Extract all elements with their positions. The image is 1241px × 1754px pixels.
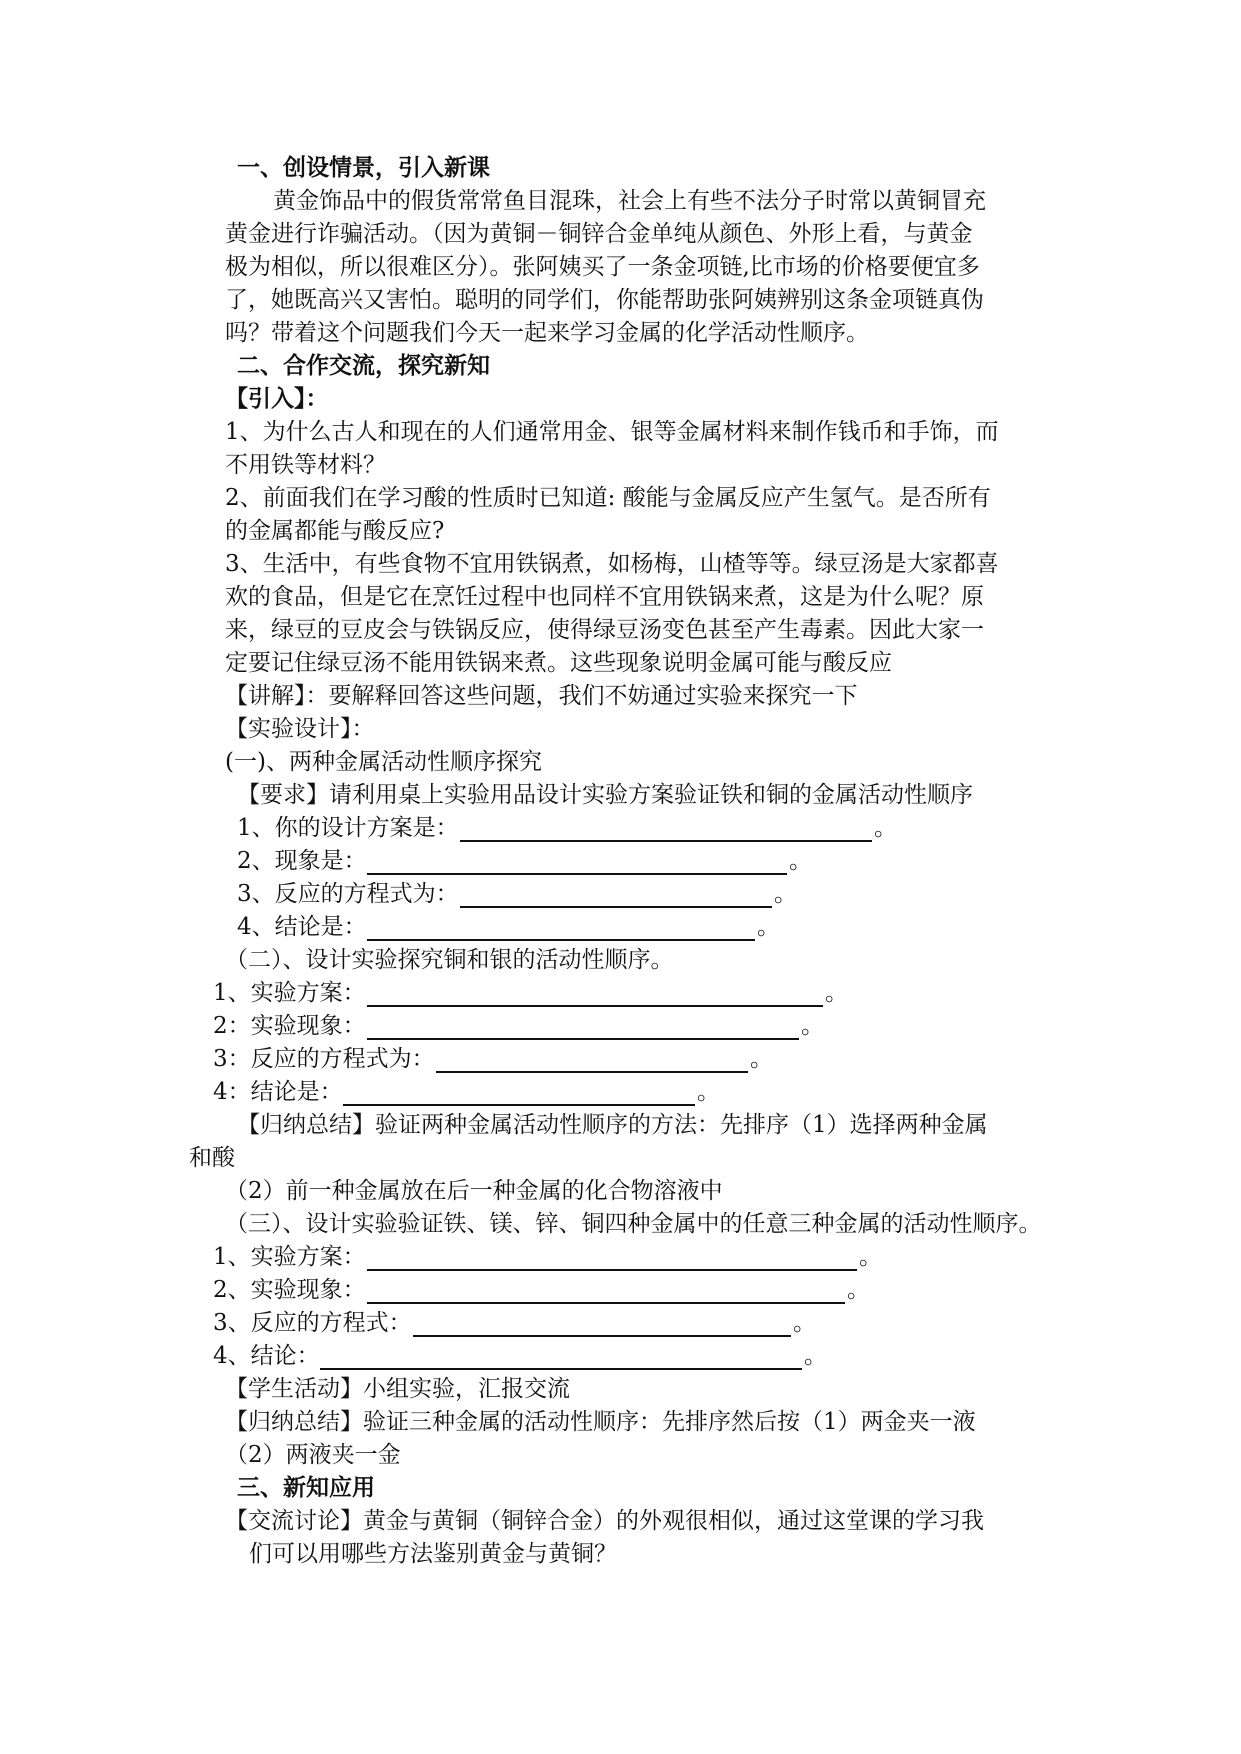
summary-line: 【归纳总结】验证两种金属活动性顺序的方法：先排序（1）选择两种金属 bbox=[237, 1112, 988, 1138]
period: 。 bbox=[757, 914, 780, 940]
answer-blank[interactable] bbox=[367, 1302, 845, 1304]
fill-item-label: 4、结论： bbox=[213, 1343, 320, 1369]
part-2-title: （二）、设计实验探究铜和银的活动性顺序。 bbox=[225, 947, 674, 973]
period: 。 bbox=[847, 1277, 870, 1303]
paragraph-line: 黄金饰品中的假货常常鱼目混珠，社会上有些不法分子时常以黄铜冒充 bbox=[273, 188, 986, 214]
section-2-heading: 二、合作交流，探究新知 bbox=[237, 353, 490, 379]
answer-blank[interactable] bbox=[367, 1269, 857, 1271]
question-3-line: 欢的食品，但是它在烹饪过程中也同样不宜用铁锅来煮，这是为什么呢？原 bbox=[225, 584, 984, 610]
explain-line: 【讲解】：要解释回答这些问题，我们不妨通过实验来探究一下 bbox=[225, 683, 858, 709]
question-1-line: 不用铁等材料？ bbox=[225, 452, 386, 478]
paragraph-line: 极为相似，所以很难区分）。张阿姨买了一条金项链,比市场的价格要便宜多 bbox=[225, 254, 980, 280]
period: 。 bbox=[774, 881, 797, 907]
fill-item-label: 1、实验方案： bbox=[213, 980, 366, 1006]
fill-item-label: 2：实验现象： bbox=[213, 1013, 366, 1039]
discussion-line: 们可以用哪些方法鉴别黄金与黄铜？ bbox=[249, 1541, 617, 1567]
question-3-line: 定要记住绿豆汤不能用铁锅来煮。这些现象说明金属可能与酸反应 bbox=[225, 650, 892, 676]
paragraph-line: 吗？带着这个问题我们今天一起来学习金属的化学活动性顺序。 bbox=[225, 320, 869, 346]
discussion-line: 【交流讨论】黄金与黄铜（铜锌合金）的外观很相似，通过这堂课的学习我 bbox=[225, 1508, 984, 1534]
period: 。 bbox=[697, 1079, 720, 1105]
question-3-line: 3、生活中，有些食物不宜用铁锅煮，如杨梅，山楂等等。绿豆汤是大家都喜 bbox=[225, 551, 999, 577]
answer-blank[interactable] bbox=[460, 840, 872, 842]
period: 。 bbox=[793, 1310, 816, 1336]
question-1-line: 1、为什么古人和现在的人们通常用金、银等金属材料来制作钱币和手饰，而 bbox=[225, 419, 999, 445]
period: 。 bbox=[789, 848, 812, 874]
summary-line: 和酸 bbox=[189, 1145, 235, 1171]
answer-blank[interactable] bbox=[367, 1005, 823, 1007]
fill-item-label: 4、结论是： bbox=[237, 914, 367, 940]
period: 。 bbox=[825, 980, 848, 1006]
fill-item-label: 4：结论是： bbox=[213, 1079, 343, 1105]
fill-item-label: 3：反应的方程式为： bbox=[213, 1046, 435, 1072]
period: 。 bbox=[801, 1013, 824, 1039]
fill-item-label: 3、反应的方程式： bbox=[213, 1310, 412, 1336]
fill-item-label: 2、现象是： bbox=[237, 848, 367, 874]
part-1-title: (一)、两种金属活动性顺序探究 bbox=[225, 749, 542, 775]
section-3-heading: 三、新知应用 bbox=[237, 1475, 375, 1501]
fill-item-label: 1、你的设计方案是： bbox=[237, 815, 459, 841]
part-3-title: （三）、设计实验验证铁、镁、锌、铜四种金属中的任意三种金属的活动性顺序。 bbox=[225, 1211, 1042, 1237]
answer-blank[interactable] bbox=[343, 1104, 695, 1106]
fill-item-label: 2、实验现象： bbox=[213, 1277, 366, 1303]
section-1-heading: 一、创设情景，引入新课 bbox=[237, 155, 490, 181]
fill-item-label: 1、实验方案： bbox=[213, 1244, 366, 1270]
answer-blank[interactable] bbox=[367, 873, 787, 875]
question-3-line: 来，绿豆的豆皮会与铁锅反应，使得绿豆汤变色甚至产生毒素。因此大家一 bbox=[225, 617, 984, 643]
answer-blank[interactable] bbox=[413, 1335, 791, 1337]
period: 。 bbox=[859, 1244, 882, 1270]
answer-blank[interactable] bbox=[460, 906, 772, 908]
question-2-line: 2、前面我们在学习酸的性质时已知道: 酸能与金属反应产生氢气。是否所有 bbox=[225, 485, 991, 511]
summary-line: （2）两液夹一金 bbox=[225, 1442, 401, 1468]
student-activity: 【学生活动】小组实验，汇报交流 bbox=[225, 1376, 570, 1402]
answer-blank[interactable] bbox=[367, 939, 755, 941]
question-2-line: 的金属都能与酸反应? bbox=[225, 518, 445, 544]
paragraph-line: 了，她既高兴又害怕。聪明的同学们，你能帮助张阿姨辨别这条金项链真伪 bbox=[225, 287, 984, 313]
period: 。 bbox=[804, 1343, 827, 1369]
design-label: 【实验设计】： bbox=[225, 716, 375, 742]
paragraph-line: 黄金进行诈骗活动。（因为黄铜－铜锌合金单纯从颜色、外形上看，与黄金 bbox=[225, 221, 973, 247]
summary-line: 【归纳总结】验证三种金属的活动性顺序：先排序然后按（1）两金夹一液 bbox=[225, 1409, 976, 1435]
part-1-requirement: 【要求】请利用桌上实验用品设计实验方案验证铁和铜的金属活动性顺序 bbox=[237, 782, 973, 808]
answer-blank[interactable] bbox=[320, 1368, 802, 1370]
answer-blank[interactable] bbox=[436, 1071, 748, 1073]
answer-blank[interactable] bbox=[367, 1038, 799, 1040]
period: 。 bbox=[874, 815, 897, 841]
summary-line: （2）前一种金属放在后一种金属的化合物溶液中 bbox=[225, 1178, 723, 1204]
period: 。 bbox=[750, 1046, 773, 1072]
intro-label: 【引入】： bbox=[225, 386, 329, 412]
fill-item-label: 3、反应的方程式为： bbox=[237, 881, 459, 907]
